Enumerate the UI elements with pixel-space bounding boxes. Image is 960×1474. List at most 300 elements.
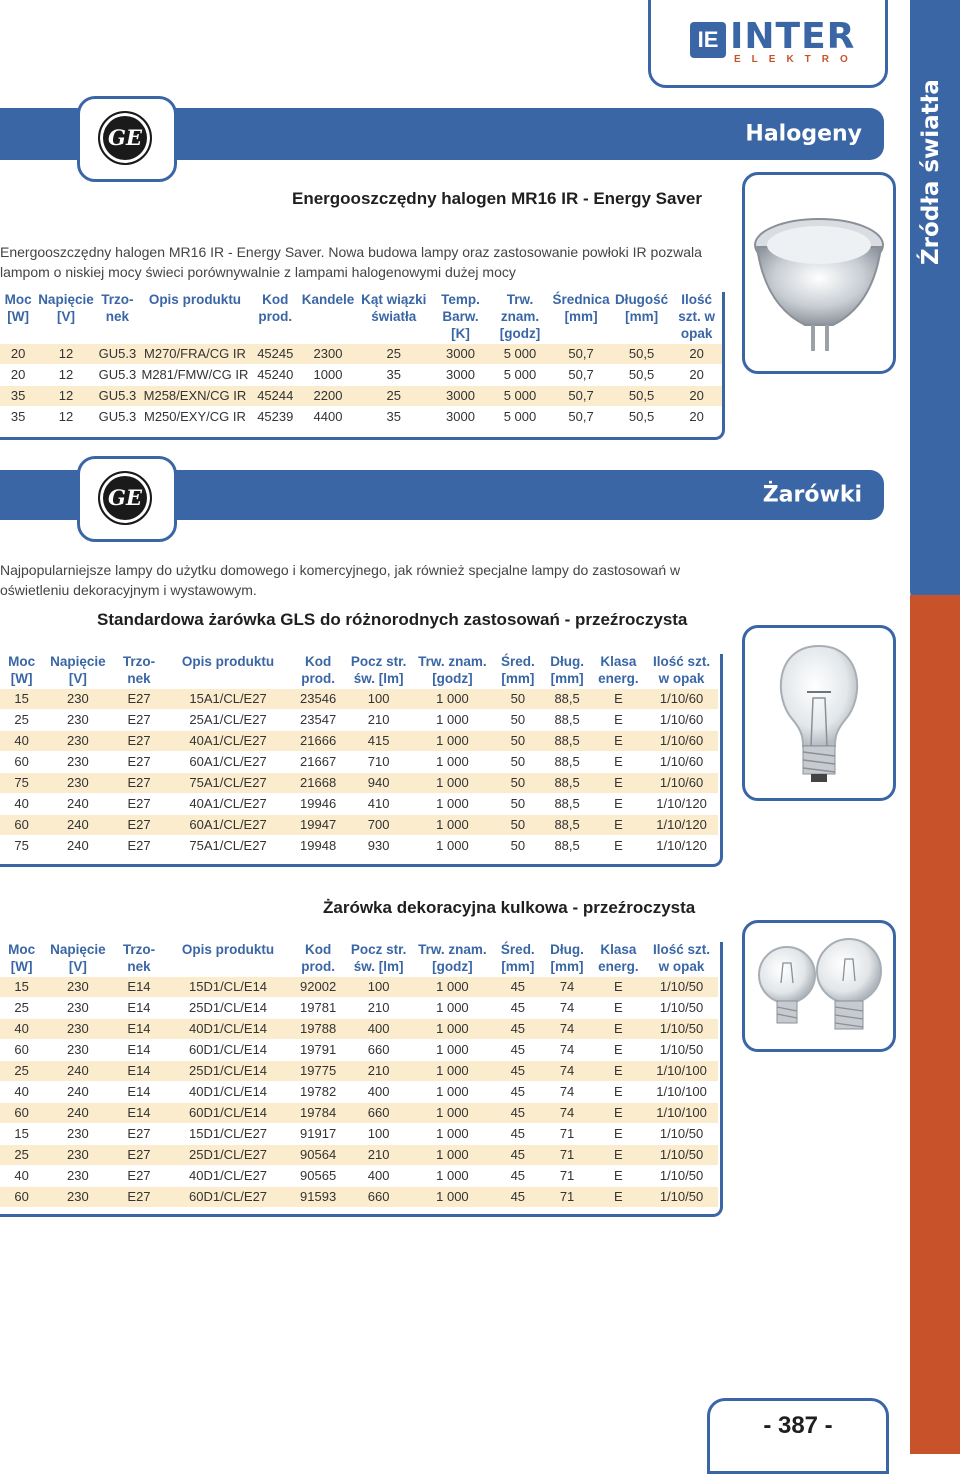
- table-cell: 1 000: [412, 1040, 494, 1061]
- table-cell: 230: [43, 1040, 112, 1061]
- table-cell: 20: [671, 386, 722, 407]
- table-cell: E: [592, 1187, 645, 1208]
- brand-sub: ELEKTRO: [734, 54, 859, 65]
- col-header: Kod prod.: [258, 292, 293, 324]
- table-cell: 710: [346, 752, 412, 773]
- table-cell: 1/10/50: [645, 1166, 718, 1187]
- col-header: Napięcie [V]: [38, 292, 94, 324]
- table-cell: 50,7: [550, 407, 612, 428]
- table-cell: 60: [0, 815, 43, 836]
- table-cell: E27: [113, 794, 166, 815]
- col-header: Trw. znam. [godz]: [418, 942, 487, 974]
- deco-image-frame: [742, 920, 896, 1052]
- table-cell: 940: [346, 773, 412, 794]
- table-cell: 1 000: [412, 773, 494, 794]
- table-cell: 3000: [431, 365, 490, 386]
- col-header: Moc [W]: [8, 942, 36, 974]
- deco-table-frame: [0, 942, 723, 1217]
- table-cell: 88,5: [542, 815, 591, 836]
- table-cell: 40: [0, 1019, 43, 1040]
- table-cell: 230: [43, 1166, 112, 1187]
- table-cell: 19775: [291, 1061, 346, 1082]
- table-cell: 19781: [291, 998, 346, 1019]
- brand-name: INTER: [730, 16, 856, 57]
- table-cell: 230: [43, 710, 112, 731]
- table-cell: E27: [113, 1124, 166, 1145]
- table-cell: 100: [346, 689, 412, 710]
- table-cell: E27: [113, 773, 166, 794]
- table-cell: M250/EXY/CG IR: [139, 407, 251, 428]
- table-cell: 415: [346, 731, 412, 752]
- table-cell: 74: [542, 977, 591, 998]
- table-cell: 25D1/CL/E14: [165, 1061, 290, 1082]
- table-cell: 19947: [291, 815, 346, 836]
- table-cell: 400: [346, 1166, 412, 1187]
- brand-mark: IE: [690, 22, 726, 58]
- table-cell: 50: [493, 794, 542, 815]
- table-cell: 1/10/100: [645, 1103, 718, 1124]
- table-cell: 88,5: [542, 836, 591, 857]
- table-cell: 15D1/CL/E27: [165, 1124, 290, 1145]
- table-cell: 75A1/CL/E27: [165, 836, 290, 857]
- table-cell: 60: [0, 1103, 43, 1124]
- table-cell: 91593: [291, 1187, 346, 1208]
- table-cell: 45239: [251, 407, 300, 428]
- col-header: Ilość szt. w opak: [653, 942, 711, 974]
- table-cell: 50: [493, 710, 542, 731]
- table-cell: 230: [43, 1124, 112, 1145]
- table-cell: E: [592, 1040, 645, 1061]
- col-header: Trw. znam. [godz]: [499, 292, 541, 341]
- table-cell: 1 000: [412, 1145, 494, 1166]
- table-cell: E27: [113, 1166, 166, 1187]
- table-cell: 1/10/60: [645, 710, 718, 731]
- table-cell: 25: [0, 1145, 43, 1166]
- table-cell: 19791: [291, 1040, 346, 1061]
- table-cell: 1 000: [412, 977, 494, 998]
- table-cell: 40: [0, 1166, 43, 1187]
- table-cell: 1/10/50: [645, 1187, 718, 1208]
- table-cell: 74: [542, 1103, 591, 1124]
- table-cell: 3000: [431, 386, 490, 407]
- deco-bulb-image: [745, 923, 893, 1049]
- table-cell: 230: [43, 1145, 112, 1166]
- table-cell: E27: [113, 1145, 166, 1166]
- table-cell: 19782: [291, 1082, 346, 1103]
- table-cell: 40: [0, 794, 43, 815]
- table-cell: 240: [43, 1082, 112, 1103]
- table-cell: 1 000: [412, 1061, 494, 1082]
- table-cell: 1 000: [412, 998, 494, 1019]
- table-cell: 60: [0, 752, 43, 773]
- table-cell: E14: [113, 1019, 166, 1040]
- halogen-lamp-image: [745, 175, 893, 371]
- table-cell: 230: [43, 998, 112, 1019]
- table-cell: 88,5: [542, 731, 591, 752]
- table-cell: 1/10/120: [645, 836, 718, 857]
- table-cell: 71: [542, 1166, 591, 1187]
- table-cell: 400: [346, 1082, 412, 1103]
- table-cell: 240: [43, 794, 112, 815]
- table-cell: 12: [36, 365, 96, 386]
- table-cell: 35: [356, 365, 431, 386]
- table-cell: 100: [346, 977, 412, 998]
- table-cell: 410: [346, 794, 412, 815]
- table-cell: 35: [0, 386, 36, 407]
- table-cell: E: [592, 710, 645, 731]
- ge-logo: GE: [98, 471, 152, 525]
- table-cell: 45: [493, 1082, 542, 1103]
- table-cell: 40D1/CL/E27: [165, 1166, 290, 1187]
- table-cell: 88,5: [542, 773, 591, 794]
- table-cell: 60D1/CL/E14: [165, 1040, 290, 1061]
- table-cell: 50,7: [550, 386, 612, 407]
- table-cell: 700: [346, 815, 412, 836]
- table-cell: 50: [493, 731, 542, 752]
- table-cell: 74: [542, 1040, 591, 1061]
- table-cell: 1/10/50: [645, 1124, 718, 1145]
- table-cell: 1/10/50: [645, 977, 718, 998]
- table-cell: 45: [493, 1061, 542, 1082]
- table-cell: 20: [671, 365, 722, 386]
- table-cell: E: [592, 689, 645, 710]
- section-title: Energooszczędny halogen MR16 IR - Energy Saver: [292, 189, 703, 208]
- halogen-table-frame: [0, 292, 725, 440]
- table-cell: 1 000: [412, 1019, 494, 1040]
- table-cell: 240: [43, 1061, 112, 1082]
- table-cell: 40: [0, 731, 43, 752]
- table-cell: 1/10/50: [645, 1019, 718, 1040]
- col-header: Opis produktu: [148, 292, 242, 307]
- table-cell: E: [592, 1019, 645, 1040]
- section-title: Żarówka dekoracyjna kulkowa - przeźroczysta: [323, 898, 696, 917]
- table-cell: 1/10/60: [645, 752, 718, 773]
- table-cell: 50: [493, 836, 542, 857]
- table-cell: 1 000: [412, 1124, 494, 1145]
- table-cell: E14: [113, 1040, 166, 1061]
- page-number: - 387 -: [763, 1412, 833, 1439]
- table-cell: 25: [356, 386, 431, 407]
- table-cell: 45: [493, 977, 542, 998]
- table-cell: 240: [43, 815, 112, 836]
- table-cell: 50: [493, 689, 542, 710]
- table-cell: E: [592, 773, 645, 794]
- table-cell: 660: [346, 1187, 412, 1208]
- table-cell: 40A1/CL/E27: [165, 731, 290, 752]
- col-header: Trzo-nek: [122, 942, 156, 974]
- col-header: Śred. [mm]: [500, 654, 535, 686]
- table-cell: 230: [43, 773, 112, 794]
- col-header: Kandele: [301, 292, 355, 307]
- table-cell: 210: [346, 1061, 412, 1082]
- table-cell: 75A1/CL/E27: [165, 773, 290, 794]
- table-cell: E27: [113, 731, 166, 752]
- table-cell: 100: [346, 1124, 412, 1145]
- table-cell: 74: [542, 1061, 591, 1082]
- table-cell: E27: [113, 1187, 166, 1208]
- table-cell: 19788: [291, 1019, 346, 1040]
- table-cell: 20: [0, 365, 36, 386]
- table-cell: 45: [493, 998, 542, 1019]
- table-cell: 23546: [291, 689, 346, 710]
- table-cell: 25D1/CL/E14: [165, 998, 290, 1019]
- table-cell: 3000: [431, 407, 490, 428]
- col-header: Kod prod.: [301, 942, 335, 974]
- table-cell: 12: [36, 344, 96, 365]
- table-cell: M258/EXN/CG IR: [139, 386, 251, 407]
- table-cell: 19946: [291, 794, 346, 815]
- table-cell: 230: [43, 977, 112, 998]
- table-cell: 19784: [291, 1103, 346, 1124]
- col-header: Klasa energ.: [598, 942, 639, 974]
- table-cell: 60: [0, 1187, 43, 1208]
- table-cell: 230: [43, 689, 112, 710]
- col-header: Moc [W]: [8, 654, 36, 686]
- table-cell: 23547: [291, 710, 346, 731]
- table-cell: E: [592, 977, 645, 998]
- table-cell: 50,5: [612, 407, 671, 428]
- halogen-image-frame: [742, 172, 896, 374]
- col-header: Średnica [mm]: [552, 292, 610, 324]
- col-header: Kod prod.: [301, 654, 335, 686]
- col-header: Trw. znam. [godz]: [418, 654, 487, 686]
- col-header: Opis produktu: [181, 654, 275, 669]
- table-cell: 50,5: [612, 365, 671, 386]
- table-cell: E27: [113, 836, 166, 857]
- table-cell: M270/FRA/CG IR: [139, 344, 251, 365]
- table-cell: 12: [36, 407, 96, 428]
- col-header: Ilość szt. w opak: [653, 654, 711, 686]
- table-cell: 1/10/60: [645, 773, 718, 794]
- table-cell: 2200: [300, 386, 357, 407]
- col-header: Śred. [mm]: [500, 942, 535, 974]
- table-cell: 35: [356, 407, 431, 428]
- table-cell: 1/10/100: [645, 1061, 718, 1082]
- table-cell: 230: [43, 752, 112, 773]
- table-cell: E14: [113, 1103, 166, 1124]
- table-cell: 50,5: [612, 386, 671, 407]
- table-cell: 19948: [291, 836, 346, 857]
- side-strip-accent: [910, 595, 960, 1454]
- col-header: Klasa energ.: [598, 654, 639, 686]
- table-cell: 88,5: [542, 794, 591, 815]
- table-cell: 3000: [431, 344, 490, 365]
- col-header: Ilość szt. w opak: [678, 292, 715, 341]
- col-header: Temp. Barw. [K]: [441, 292, 480, 341]
- table-cell: M281/FMW/CG IR: [139, 365, 251, 386]
- table-cell: E: [592, 1166, 645, 1187]
- table-cell: 75: [0, 773, 43, 794]
- col-header: Dług. [mm]: [550, 654, 584, 686]
- table-cell: 5 000: [490, 344, 550, 365]
- table-cell: 90564: [291, 1145, 346, 1166]
- table-cell: 45: [493, 1145, 542, 1166]
- table-cell: E14: [113, 1061, 166, 1082]
- table-cell: 1/10/50: [645, 998, 718, 1019]
- table-cell: E27: [113, 752, 166, 773]
- table-cell: 1 000: [412, 836, 494, 857]
- col-header: Pocz str. św. [lm]: [350, 654, 407, 686]
- table-cell: 25: [0, 998, 43, 1019]
- table-cell: 40: [0, 1082, 43, 1103]
- side-label: [918, 225, 958, 265]
- table-cell: 1/10/120: [645, 794, 718, 815]
- table-cell: 25D1/CL/E27: [165, 1145, 290, 1166]
- table-cell: 930: [346, 836, 412, 857]
- table-cell: E14: [113, 977, 166, 998]
- table-cell: 5 000: [490, 365, 550, 386]
- table-cell: 20: [0, 344, 36, 365]
- table-cell: 45244: [251, 386, 300, 407]
- table-cell: 92002: [291, 977, 346, 998]
- table-cell: E27: [113, 815, 166, 836]
- gls-table-frame: [0, 654, 723, 867]
- table-cell: 45240: [251, 365, 300, 386]
- table-cell: 71: [542, 1124, 591, 1145]
- table-cell: 2300: [300, 344, 357, 365]
- table-cell: 60D1/CL/E27: [165, 1187, 290, 1208]
- table-cell: 71: [542, 1187, 591, 1208]
- gls-image-frame: [742, 625, 896, 801]
- table-cell: 230: [43, 1187, 112, 1208]
- table-cell: 15: [0, 689, 43, 710]
- section-header: Żarówki: [762, 482, 862, 508]
- gls-bulb-image: [745, 628, 893, 798]
- table-cell: 74: [542, 1019, 591, 1040]
- table-cell: 230: [43, 731, 112, 752]
- table-cell: 25: [0, 1061, 43, 1082]
- col-header: Długość [mm]: [614, 292, 669, 324]
- table-cell: 50: [493, 815, 542, 836]
- table-cell: 91917: [291, 1124, 346, 1145]
- table-cell: 50,7: [550, 365, 612, 386]
- table-cell: E27: [113, 710, 166, 731]
- table-cell: 40D1/CL/E14: [165, 1019, 290, 1040]
- table-cell: E: [592, 815, 645, 836]
- col-header: Napięcie [V]: [50, 654, 106, 686]
- table-cell: 1/10/60: [645, 689, 718, 710]
- table-cell: 210: [346, 1145, 412, 1166]
- table-cell: 45: [493, 1040, 542, 1061]
- table-cell: 230: [43, 1019, 112, 1040]
- table-cell: 15: [0, 977, 43, 998]
- col-header: Pocz str. św. [lm]: [350, 942, 407, 974]
- table-cell: E: [592, 1124, 645, 1145]
- table-cell: 45: [493, 1187, 542, 1208]
- table-cell: GU5.3: [96, 386, 139, 407]
- table-cell: 60A1/CL/E27: [165, 752, 290, 773]
- table-cell: 15: [0, 1124, 43, 1145]
- table-cell: 45: [493, 1103, 542, 1124]
- table-cell: 50: [493, 773, 542, 794]
- table-cell: 1 000: [412, 794, 494, 815]
- table-cell: 25A1/CL/E27: [165, 710, 290, 731]
- table-cell: 1 000: [412, 1166, 494, 1187]
- table-cell: E: [592, 794, 645, 815]
- table-cell: 90565: [291, 1166, 346, 1187]
- table-cell: 5 000: [490, 386, 550, 407]
- col-header: Kąt wiązki światła: [361, 292, 427, 324]
- table-cell: 4400: [300, 407, 357, 428]
- table-cell: 400: [346, 1019, 412, 1040]
- table-cell: E: [592, 1061, 645, 1082]
- table-cell: GU5.3: [96, 365, 139, 386]
- table-cell: 1/10/50: [645, 1040, 718, 1061]
- table-cell: 15A1/CL/E27: [165, 689, 290, 710]
- section-title: Standardowa żarówka GLS do różnorodnych zastosowań - przeźroczysta: [97, 610, 688, 629]
- table-cell: 210: [346, 710, 412, 731]
- table-cell: E: [592, 731, 645, 752]
- col-header: Moc [W]: [4, 292, 32, 324]
- table-cell: 74: [542, 1082, 591, 1103]
- table-cell: E: [592, 752, 645, 773]
- table-cell: 1 000: [412, 815, 494, 836]
- table-cell: E27: [113, 689, 166, 710]
- table-cell: GU5.3: [96, 344, 139, 365]
- col-header: Opis produktu: [181, 942, 275, 957]
- table-cell: 15D1/CL/E14: [165, 977, 290, 998]
- table-cell: 45245: [251, 344, 300, 365]
- table-cell: E14: [113, 998, 166, 1019]
- table-cell: 1/10/50: [645, 1145, 718, 1166]
- table-cell: 50,5: [612, 344, 671, 365]
- ge-logo: GE: [98, 111, 152, 165]
- table-cell: 210: [346, 998, 412, 1019]
- table-cell: 21666: [291, 731, 346, 752]
- table-cell: E14: [113, 1082, 166, 1103]
- table-cell: 1/10/100: [645, 1082, 718, 1103]
- table-cell: 1 000: [412, 731, 494, 752]
- table-cell: 25: [0, 710, 43, 731]
- section-header: Halogeny: [745, 121, 862, 147]
- table-cell: 35: [0, 407, 36, 428]
- table-cell: 1000: [300, 365, 357, 386]
- table-cell: 88,5: [542, 752, 591, 773]
- table-cell: 1/10/120: [645, 815, 718, 836]
- table-cell: E: [592, 1082, 645, 1103]
- table-cell: 75: [0, 836, 43, 857]
- table-cell: 45: [493, 1166, 542, 1187]
- col-header: Napięcie [V]: [50, 942, 106, 974]
- table-cell: GU5.3: [96, 407, 139, 428]
- table-cell: 40D1/CL/E14: [165, 1082, 290, 1103]
- table-cell: 88,5: [542, 710, 591, 731]
- table-cell: E: [592, 836, 645, 857]
- table-cell: 20: [671, 344, 722, 365]
- table-cell: 71: [542, 1145, 591, 1166]
- table-cell: 240: [43, 836, 112, 857]
- table-cell: 1 000: [412, 1187, 494, 1208]
- table-cell: 60A1/CL/E27: [165, 815, 290, 836]
- table-cell: 45: [493, 1124, 542, 1145]
- table-cell: E: [592, 1103, 645, 1124]
- table-cell: 60D1/CL/E14: [165, 1103, 290, 1124]
- table-cell: 21668: [291, 773, 346, 794]
- table-cell: 1 000: [412, 1082, 494, 1103]
- table-cell: 40A1/CL/E27: [165, 794, 290, 815]
- section-intro: Najpopularniejsze lampy do użytku domowego i komercyjnego, jak również specjalne lampy do zastosowań w oświetleniu dekoracyjnym i wystawowym.: [0, 562, 681, 598]
- table-cell: 1 000: [412, 1103, 494, 1124]
- table-cell: 5 000: [490, 407, 550, 428]
- table-cell: 88,5: [542, 689, 591, 710]
- table-cell: 45: [493, 1019, 542, 1040]
- table-cell: 1 000: [412, 752, 494, 773]
- table-cell: 1 000: [412, 710, 494, 731]
- table-cell: 50: [493, 752, 542, 773]
- table-cell: 1 000: [412, 689, 494, 710]
- table-cell: E: [592, 998, 645, 1019]
- table-cell: 20: [671, 407, 722, 428]
